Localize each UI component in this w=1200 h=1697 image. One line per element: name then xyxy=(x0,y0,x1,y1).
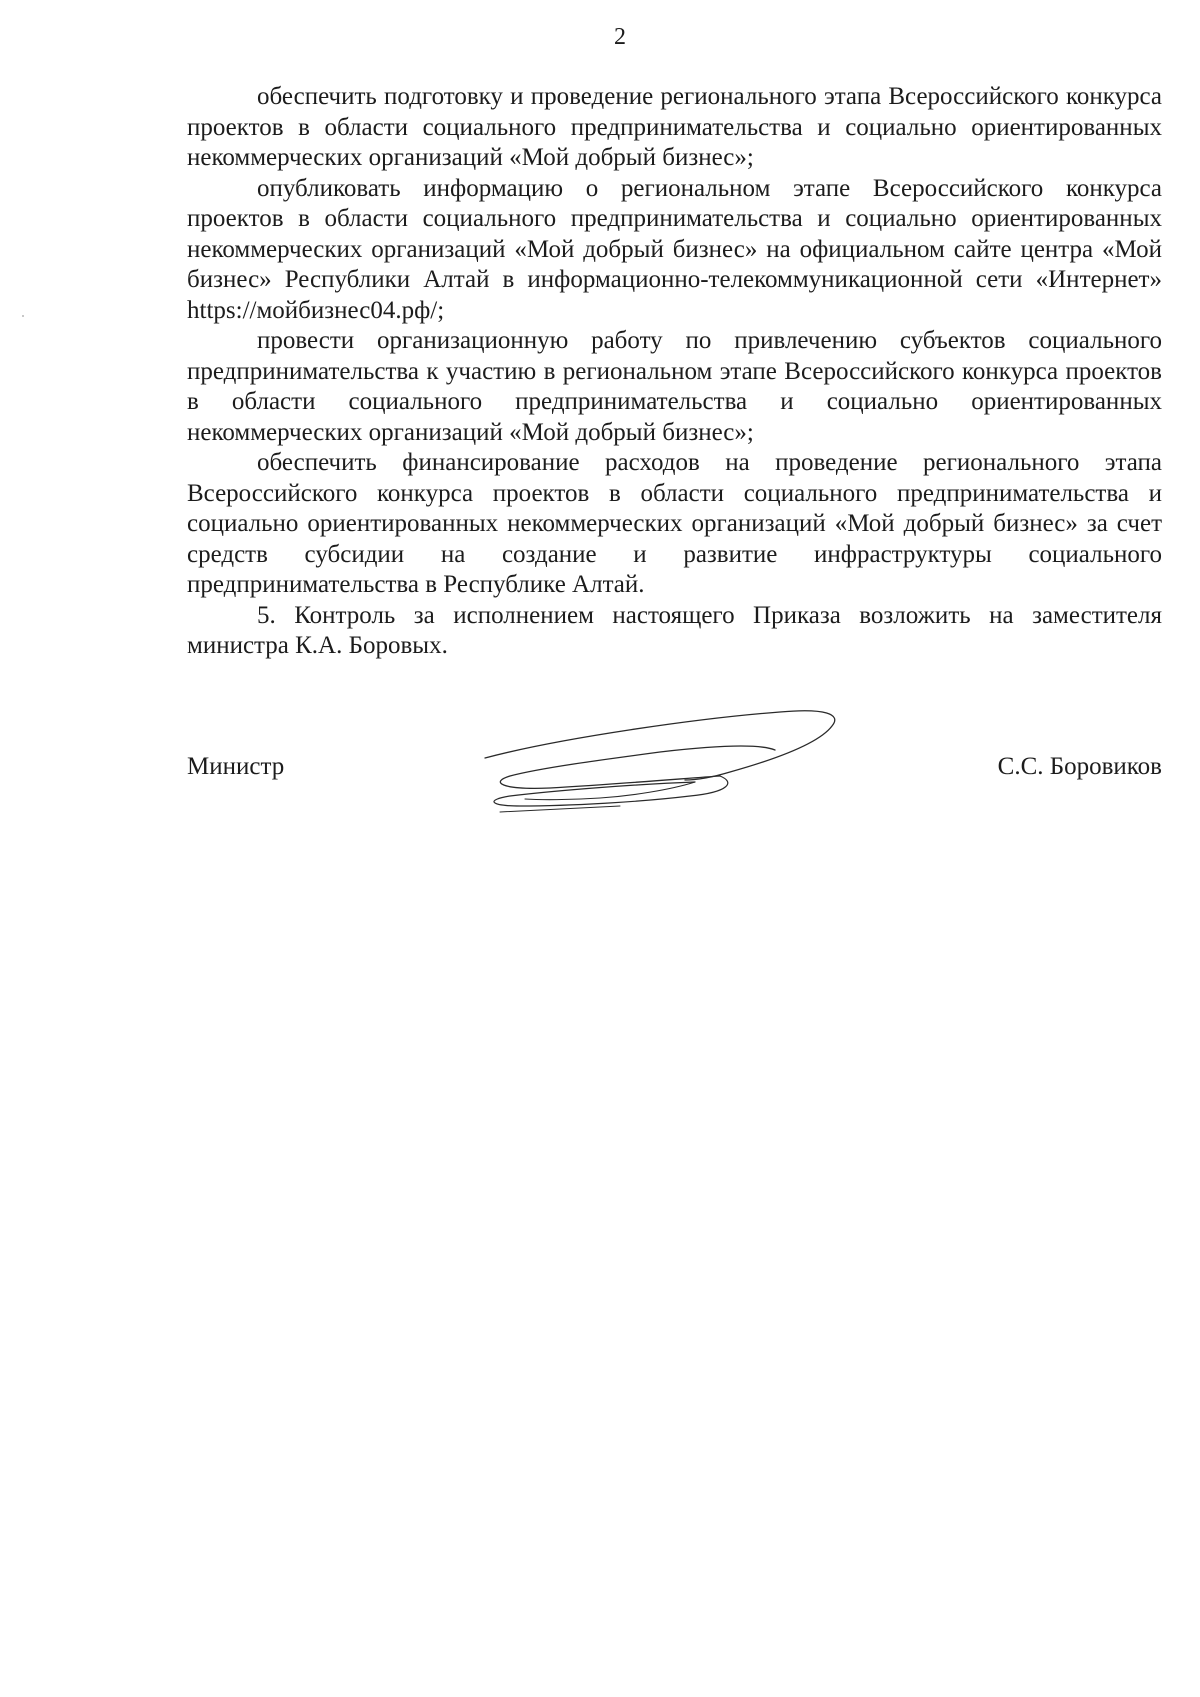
signatory-name: С.С. Боровиков xyxy=(997,753,1162,780)
paragraph-publication: опубликовать информацию о региональном этапе Всероссийского конкурса проектов в области социального предпринимательства и социально ориентированных некоммерческих организаций «Мой добрый бизнес» на официальном сайте центра «Мой бизнес» Республики Алтай в информационно-телекоммуникационной сети «Интернет» https://мойбизнес04.рф/; xyxy=(187,174,1162,324)
paragraph-financing: обеспечить финансирование расходов на проведение регионального этапа Всероссийского конкурса проектов в области социального предпринимательства и социально ориентированных некоммерческих организаций «Мой добрый бизнес» за счет средств субсидии на создание и развитие инфраструктуры социального предпринимательства в Республике Алтай. xyxy=(187,449,1162,598)
paragraph-control: 5. Контроль за исполнением настоящего Приказа возложить на заместителя министра К.А. Боровых. xyxy=(187,601,1162,659)
signature-strokes xyxy=(485,711,835,812)
paragraph-preparation: обеспечить подготовку и проведение регионального этапа Всероссийского конкурса проектов в области социального предпринимательства и социально ориентированных некоммерческих организаций «Мой добрый бизнес»; xyxy=(187,83,1162,171)
signatory-position: Министр xyxy=(187,753,285,780)
scan-speck xyxy=(22,315,24,317)
handwritten-signature xyxy=(480,700,850,830)
paragraph-organizational-work: провести организационную работу по привлечению субъектов социального предпринимательства к участию в региональном этапе Всероссийского конкурса проектов в области социального предпринимательства и социально ориентированных некоммерческих организаций «Мой добрый бизнес»; xyxy=(187,327,1162,446)
document-body xyxy=(187,82,1162,662)
page-number: 2 xyxy=(614,24,626,50)
